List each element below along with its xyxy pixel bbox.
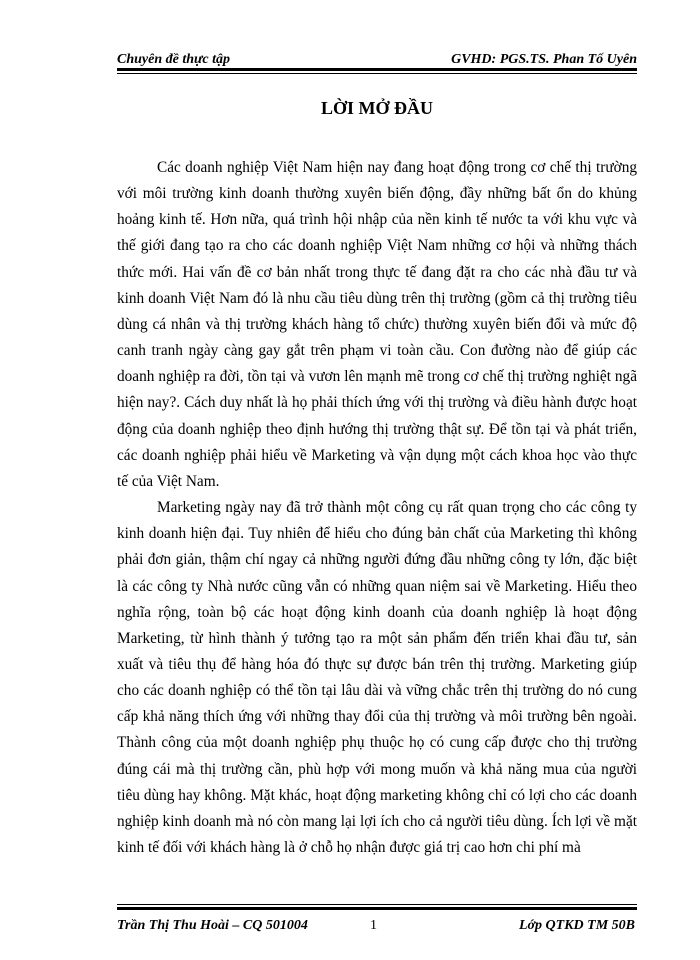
footer-rule-thin xyxy=(117,904,637,905)
document-body xyxy=(117,155,637,861)
page-header xyxy=(117,44,637,68)
footer-class: Lớp QTKD TM 50B xyxy=(518,918,635,933)
header-left-text: Chuyên đề thực tập xyxy=(117,52,231,67)
header-rule-thick xyxy=(117,68,637,71)
paragraph: Các doanh nghiệp Việt Nam hiện nay đang hoạt động trong cơ chế thị trường với môi trường kinh doanh thường xuyên biến động, đầy những bất ổn do khủng hoảng kinh tế. Hơn nữa, quá trình hội nhập của nền kinh tế nước ta với khu vực và thế giới đang tạo ra cho các doanh nghiệp Việt Nam những cơ hội và những thách thức mới. Hai vấn đề cơ bản nhất trong thực tế đang đặt ra cho các nhà đầu tư và kinh doanh Việt Nam đó là nhu cầu tiêu dùng trên thị trường (gồm cả thị trường tiêu dùng cá nhân và thị trường khách hàng tổ chức) thường xuyên biến đổi và mức độ canh tranh ngày càng gay gắt trên phạm vi toàn cầu. Con đường nào để giúp các doanh nghiệp ra đời, tồn tại và vươn lên mạnh mẽ trong cơ chế thị trường nghiệt ngã hiện nay?. Cách duy nhất là họ phải thích ứng với thị trường và điều hành được hoạt động của doanh nghiệp theo định hướng thị trường thật sự. Để tồn tại và phát triển, các doanh nghiệp phải hiểu về Marketing và vận dụng một cách khoa học vào thực tế của Việt Nam. xyxy=(117,159,637,490)
footer-author: Trần Thị Thu Hoài – CQ 501004 xyxy=(117,918,308,933)
footer-rule-thick xyxy=(117,907,637,910)
paragraph: Marketing ngày nay đã trở thành một công cụ rất quan trọng cho các công ty kinh doanh hiện đại. Tuy nhiên để hiểu cho đúng bản chất của Marketing thì không phải đơn giản, thậm chí ngay cả những người đứng đầu những công ty lớn, đặc biệt là các công ty Nhà nước cũng vẫn có những quan niệm sai về Marketing. Hiểu theo nghĩa rộng, toàn bộ các hoạt động kinh doanh của doanh nghiệp là hoạt động Marketing, từ hình thành ý tưởng tạo ra một sản phẩm đến triển khai đầu tư, sản xuất và tiêu thụ để hàng hóa đó thực sự được bán trên thị trường. Marketing giúp cho các doanh nghiệp có thể tồn tại lâu dài và vững chắc trên thị trường do nó cung cấp khả năng thích ứng với những thay đổi của thị trường và môi trường bên ngoài. Thành công của một doanh nghiệp phụ thuộc họ có cung cấp được cho thị trường đúng cái mà thị trường cần, phù hợp với mong muốn và khả năng mua của người tiêu dùng hay không. Mặt khác, hoạt động marketing không chỉ có lợi cho các doanh nghiệp kinh doanh mà nó còn mang lại lợi ích cho cả người tiêu dùng. Ích lợi về mặt kinh tế đối với khách hàng là ở chỗ họ nhận được giá trị cao hơn chi phí mà xyxy=(117,499,637,857)
header-rule-thin xyxy=(117,73,637,74)
page-number: 1 xyxy=(370,918,377,933)
page-title: LỜI MỞ ĐẦU xyxy=(321,98,433,118)
header-right-text: GVHD: PGS.TS. Phan Tố Uyên xyxy=(451,52,637,67)
